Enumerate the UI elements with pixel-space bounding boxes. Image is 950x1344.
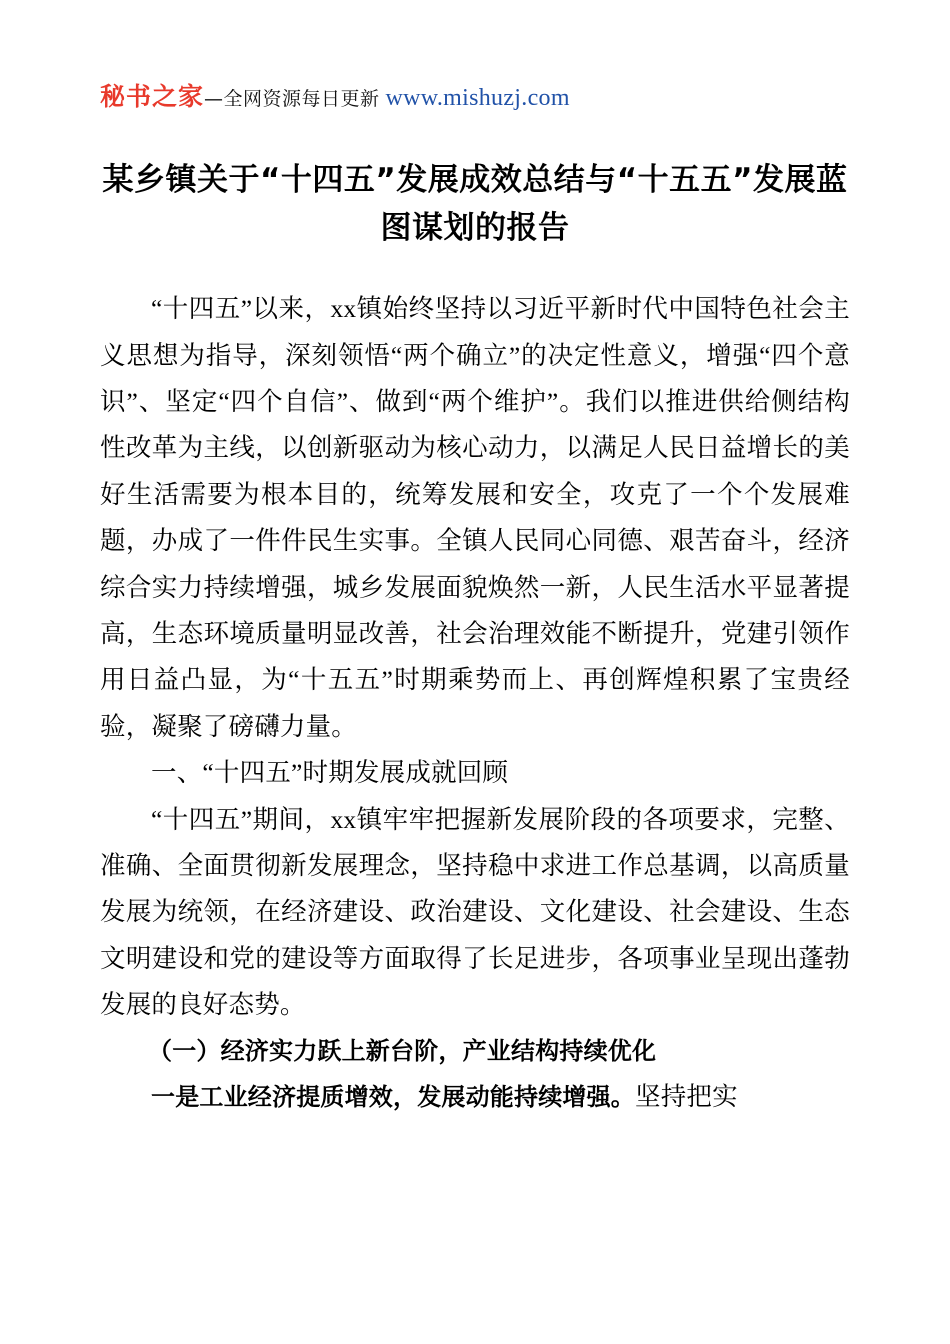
document-body bbox=[100, 286, 850, 1121]
watermark-header bbox=[100, 0, 850, 110]
section-one-body: “十四五”期间，xx镇牢牢把握新发展阶段的各项要求，完整、准确、全面贯彻新发展理念，坚持稳中求进工作总基调，以高质量发展为统领，在经济建设、政治建设、文化建设、社会建设、生态文明建设和党的建设等方面取得了长足进步，各项事业呈现出蓬勃发展的良好态势。 bbox=[100, 804, 850, 1020]
watermark-brand: 秘书之家 bbox=[100, 82, 205, 111]
watermark-separator: — bbox=[204, 88, 224, 110]
item-one-paragraph bbox=[100, 1074, 850, 1120]
section-one-heading: 一、“十四五”时期发展成就回顾 bbox=[151, 758, 509, 788]
item-one-rest: 坚持把实 bbox=[635, 1082, 738, 1112]
watermark-url[interactable]: www.mishuzj.com bbox=[385, 85, 570, 111]
page-title: 某乡镇关于“十四五”发展成效总结与“十五五”发展蓝图谋划的报告 bbox=[102, 162, 848, 247]
item-one-lead: 一是工业经济提质增效，发展动能持续增强。 bbox=[151, 1083, 635, 1112]
intro-paragraph: “十四五”以来，xx镇始终坚持以习近平新时代中国特色社会主义思想为指导，深刻领悟“两个确立”的决定性意义，增强“四个意识”、坚定“四个自信”、做到“两个维护”。我们以推进供给侧结构性改革为主线，以创新驱动为核心动力，以满足人民日益增长的美好生活需要为根本目的，统筹发展和安全，攻克了一个个发展难题，办成了一件件民生实事。全镇人民同心同德、艰苦奋斗，经济综合实力持续增强，城乡发展面貌焕然一新，人民生活水平显著提高，生态环境质量明显改善，社会治理效能不断提升，党建引领作用日益凸显，为“十五五”时期乘势而上、再创辉煌积累了宝贵经验，凝聚了磅礴力量。 bbox=[100, 294, 850, 741]
subsection-one-heading: （一）经济实力跃上新台阶，产业结构持续优化 bbox=[148, 1036, 657, 1065]
watermark-tagline: 全网资源每日更新 bbox=[223, 88, 380, 110]
